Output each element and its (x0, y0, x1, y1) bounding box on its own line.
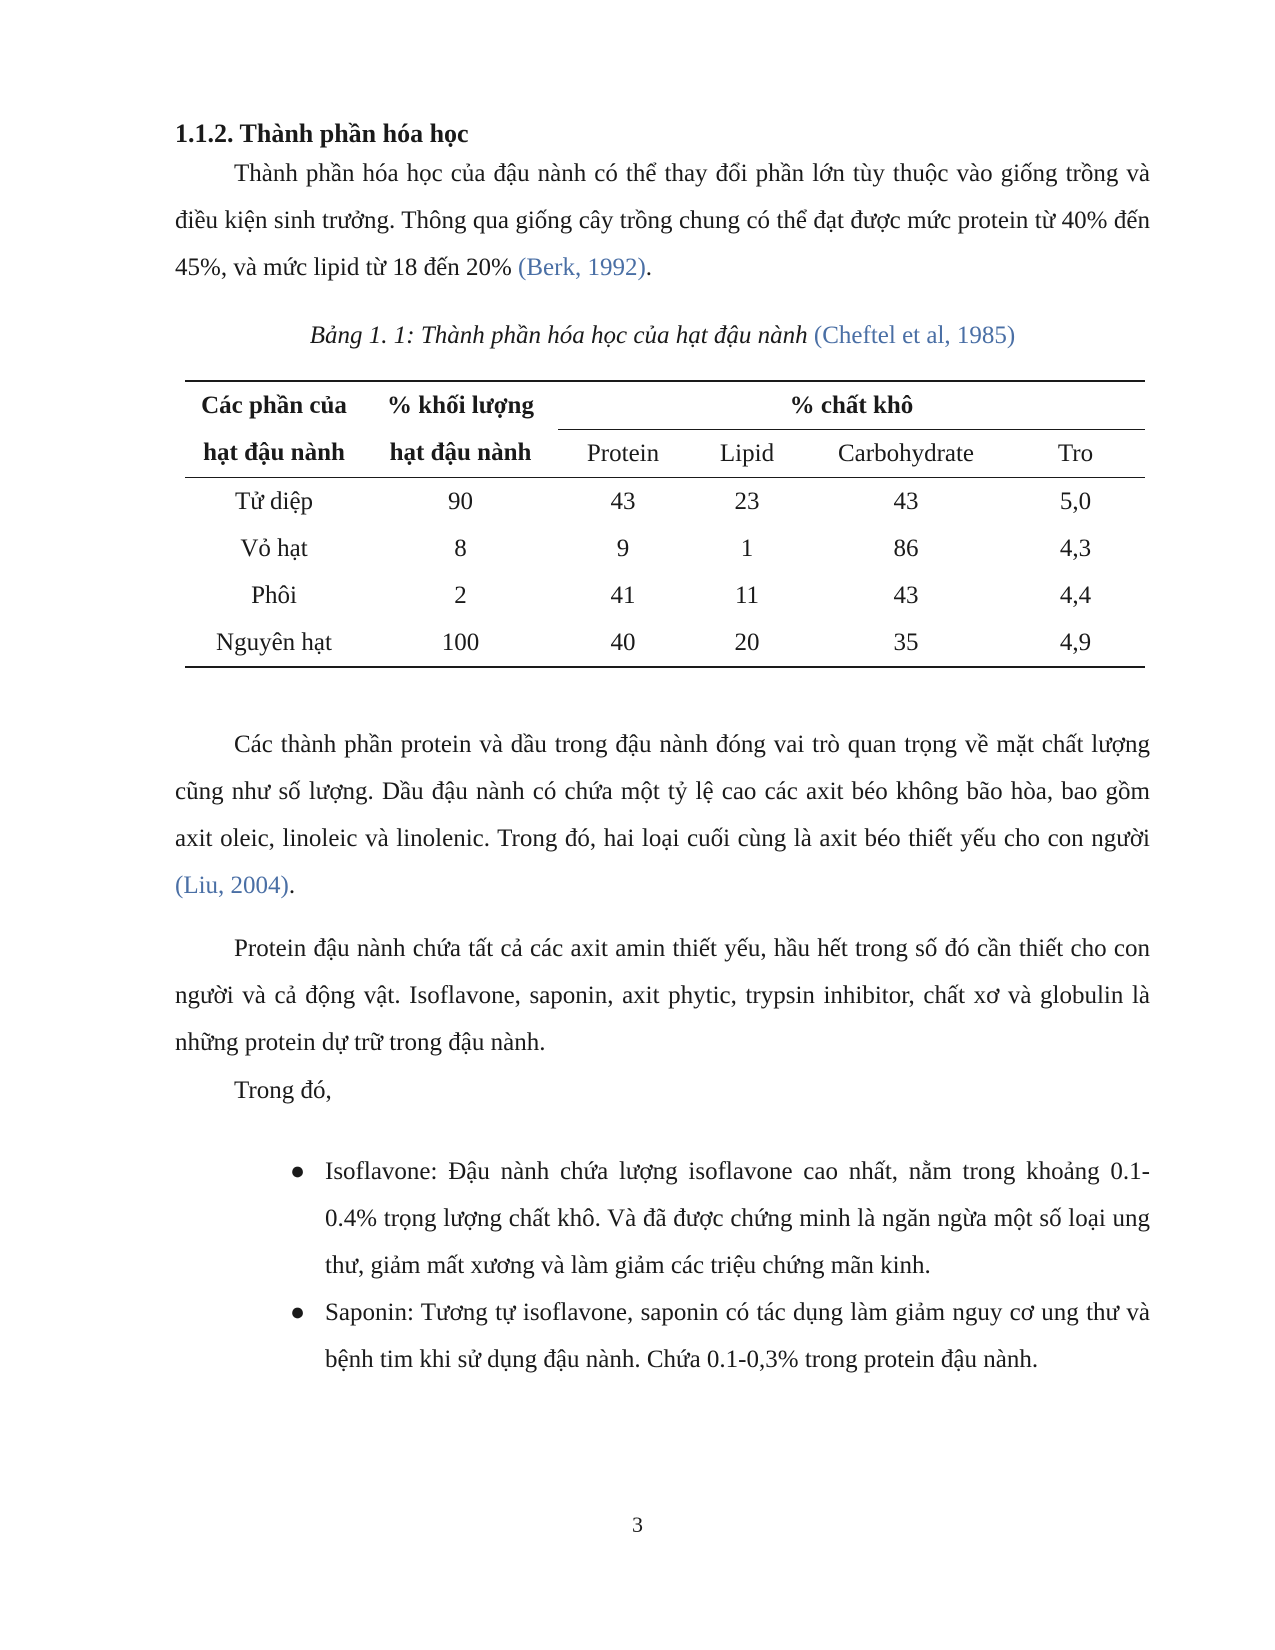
table-caption-label: Bảng 1. 1: Thành phần hóa học của hạt đậu nành (309, 322, 808, 349)
bullet-icon: ● (290, 1158, 306, 1185)
bullet-list (175, 1148, 1150, 1383)
cell-protein: 40 (558, 619, 688, 667)
paragraph-2-text: Các thành phần protein và dầu trong đậu nành đóng vai trò quan trọng về mặt chất lượng cũng như số lượng. Dầu đậu nành có chứa một tỷ lệ cao các axit béo không bão hòa, bao gồm axit oleic, linoleic và linolenic. Trong đó, hai loại cuối cùng là axit béo thiết yếu cho con người (175, 731, 1150, 852)
citation-liu[interactable]: (Liu, 2004) (175, 872, 289, 899)
paragraph-2: Các thành phần protein và dầu trong đậu nành đóng vai trò quan trọng về mặt chất lượng cũng như số lượng. Dầu đậu nành có chứa một tỷ lệ cao các axit béo không bão hòa, bao gồm axit oleic, linoleic và linolenic. Trong đó, hai loại cuối cùng là axit béo thiết yếu cho con người (Liu, 2004). (175, 731, 1150, 899)
citation-cheftel[interactable]: (Cheftel et al, 1985) (813, 322, 1016, 349)
table-row (185, 619, 1145, 667)
bullet-text: Isoflavone: Đậu nành chứa lượng isoflavone cao nhất, nằm trong khoảng 0.1-0.4% trọng lượng chất khô. Và đã được chứng minh là ngăn ngừa một số loại ung thư, giảm mất xương và làm giảm các triệu chứng mãn kinh. (325, 1158, 1150, 1279)
cell-part: Tử diệp (234, 487, 314, 515)
cell-protein: 43 (610, 487, 636, 515)
header-dry-matter-group: % chất khô (558, 381, 1145, 430)
header-mass-line2: hạt đậu nành (363, 430, 558, 478)
paragraph-1: Thành phần hóa học của đậu nành có thể thay đổi phần lớn tùy thuộc vào giống trồng và điều kiện sinh trưởng. Thông qua giống cây trồng chung có thể đạt được mức protein từ 40% đến 45%, và mức lipid từ 18 đến 20% (Berk, 1992). (175, 160, 1150, 281)
list-item (175, 1148, 1150, 1289)
cell-ash: 4,9 (1006, 619, 1145, 667)
cell-lipid: 20 (688, 619, 806, 667)
composition-table (185, 380, 1145, 668)
cell-lipid: 23 (734, 487, 760, 515)
cell-part: Nguyên hạt (185, 619, 363, 667)
table-row (185, 572, 1145, 619)
bullet-text: Saponin: Tương tự isoflavone, saponin có tác dụng làm giảm nguy cơ ung thư và bệnh tim khi sử dụng đậu nành. Chứa 0.1-0,3% trong protein đậu nành. (325, 1299, 1150, 1373)
paragraph-3: Protein đậu nành chứa tất cả các axit amin thiết yếu, hầu hết trong số đó cần thiết cho con người và cả động vật. Isoflavone, saponin, axit phytic, trypsin inhibitor, chất xơ và globulin là những protein dự trữ trong đậu nành. (175, 935, 1150, 1056)
table-row (185, 478, 1145, 526)
cell-mass: 100 (363, 619, 558, 667)
section-heading: 1.1.2. Thành phần hóa học (175, 119, 469, 148)
cell-part: Phôi (251, 581, 297, 609)
cell-mass: 2 (454, 581, 467, 609)
cell-protein: 41 (610, 581, 636, 609)
cell-carb: 86 (893, 534, 919, 562)
cell-protein: 9 (616, 534, 630, 562)
cell-mass: 8 (454, 534, 467, 562)
header-part-line2: hạt đậu nành (185, 430, 363, 478)
cell-carb: 43 (893, 581, 919, 609)
page-number: 3 (632, 1512, 643, 1537)
cell-carb: 35 (806, 619, 1006, 667)
list-item (175, 1289, 1150, 1383)
cell-part: Vỏ hạt (240, 534, 308, 562)
bullet-icon: ● (290, 1299, 306, 1326)
cell-carb: 43 (893, 487, 919, 515)
cell-mass: 90 (448, 487, 473, 515)
header-protein: Protein (558, 430, 688, 478)
header-carbohydrate: Carbohydrate (806, 430, 1006, 478)
citation-berk[interactable]: (Berk, 1992) (518, 254, 646, 281)
header-ash: Tro (1006, 430, 1145, 478)
paragraph-1-text: Thành phần hóa học của đậu nành có thể thay đổi phần lớn tùy thuộc vào giống trồng và điều kiện sinh trưởng. Thông qua giống cây trồng chung có thể đạt được mức protein từ 40% đến 45%, và mức lipid từ 18 đến 20% (175, 160, 1150, 281)
header-lipid: Lipid (688, 430, 806, 478)
header-part-line1: Các phần của (185, 381, 363, 430)
paragraph-4: Trong đó, (234, 1077, 332, 1104)
table-row (185, 525, 1145, 572)
cell-ash: 4,3 (1059, 534, 1092, 562)
cell-lipid: 11 (734, 581, 760, 609)
header-mass-line1: % khối lượng (363, 381, 558, 430)
cell-ash: 4,4 (1059, 581, 1092, 609)
cell-ash: 5,0 (1059, 487, 1092, 515)
table-caption (175, 318, 1150, 354)
cell-lipid: 1 (740, 534, 754, 562)
